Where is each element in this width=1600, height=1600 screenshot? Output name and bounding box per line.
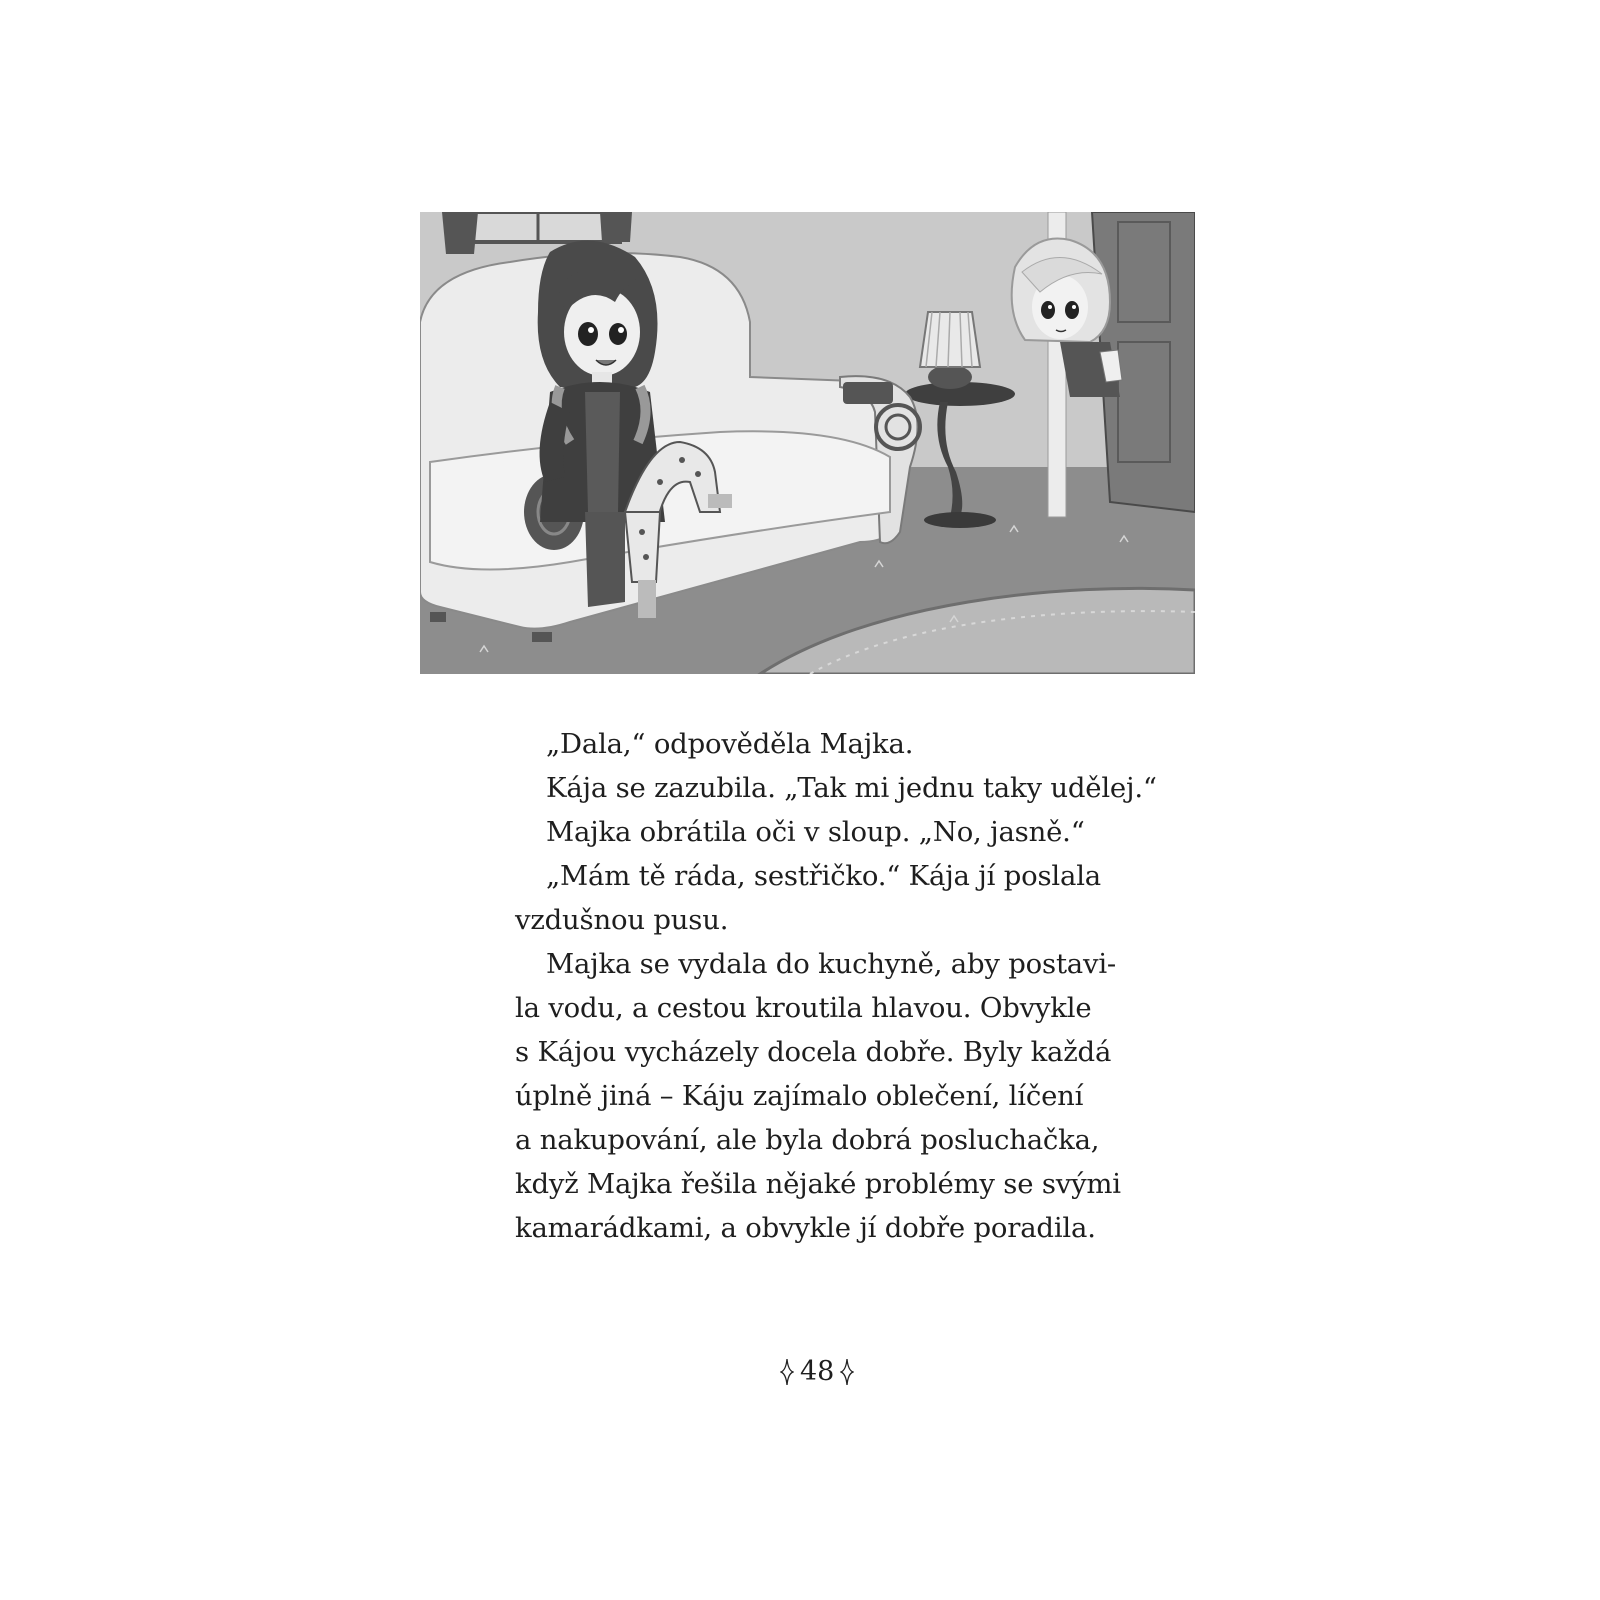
curtain-left	[442, 212, 478, 254]
window	[460, 212, 620, 242]
text-line: kamarádkami, a obvykle jí dobře poradila.	[515, 1212, 1096, 1244]
text-line: Majka se vydala do kuchyně, aby postavi-	[546, 948, 1117, 980]
diamond-flourish-icon	[780, 1358, 794, 1386]
page-number-footer	[0, 1312, 1600, 1432]
text-line: úplně jiná – Káju zajímalo oblečení, líčení	[515, 1080, 1084, 1112]
cushion	[843, 382, 893, 404]
text-line: „Dala,“ odpověděla Majka.	[546, 728, 914, 760]
text-line: s Kájou vycházely docela dobře. Byly každá	[515, 1036, 1112, 1068]
text-line: Kája se zazubila. „Tak mi jednu taky udělej.“	[546, 772, 1157, 804]
curtain-right	[600, 212, 632, 242]
text-line: když Majka řešila nějaké problémy se svými	[515, 1168, 1121, 1200]
text-line: vzdušnou pusu.	[515, 904, 729, 936]
diamond-flourish-icon	[840, 1358, 854, 1386]
lamp	[928, 365, 972, 389]
text-line: Majka obrátila oči v sloup. „No, jasně.“	[546, 816, 1085, 848]
body-text	[515, 722, 1157, 1250]
text-line: la vodu, a cestou kroutila hlavou. Obvykle	[515, 992, 1092, 1024]
illustration	[420, 212, 1195, 674]
text-line: „Mám tě ráda, sestřičko.“ Kája jí poslala	[546, 860, 1101, 892]
text-line: a nakupování, ale byla dobrá posluchačka,	[515, 1124, 1100, 1156]
living-room-illustration	[420, 212, 1195, 674]
page-number: 48	[799, 1356, 835, 1387]
